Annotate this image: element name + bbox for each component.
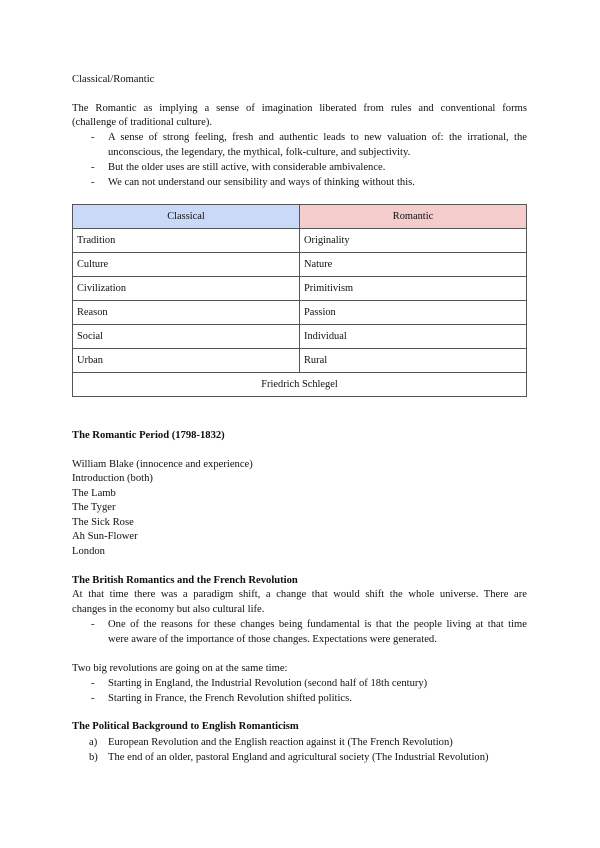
table-cell: Rural <box>300 349 527 373</box>
table-cell: Tradition <box>73 229 300 253</box>
table-row <box>73 349 527 373</box>
french-revolution-line-2: changes in the economy but also cultural life. <box>72 604 265 615</box>
list-marker: b) <box>89 752 98 763</box>
table-cell: Urban <box>73 349 300 373</box>
french-revolution-line-1: At that time there was a paradigm shift, a change that would shift the whole universe. There are <box>72 589 527 600</box>
table-cell: Reason <box>73 301 300 325</box>
list-item: London <box>72 546 105 557</box>
french-bullet-line-1: One of the reasons for these changes being fundamental is that the people living at that time <box>108 619 527 630</box>
romantic-period-title: The Romantic Period (1798-1832) <box>72 430 225 441</box>
intro-line-2: (challenge of traditional culture). <box>72 117 213 128</box>
bullet-dash: - <box>91 177 95 188</box>
list-item: European Revolution and the English reaction against it (The French Revolution) <box>108 737 453 748</box>
table-footer-attribution: Friedrich Schlegel <box>73 373 527 397</box>
table-cell: Primitivism <box>300 277 527 301</box>
political-background-title: The Political Background to English Romanticism <box>72 721 299 732</box>
table-header-row <box>73 205 527 229</box>
table-cell: Civilization <box>73 277 300 301</box>
table-cell: Individual <box>300 325 527 349</box>
list-item: The Tyger <box>72 502 116 513</box>
intro-bullet-1-line-1: A sense of strong feeling, fresh and authentic leads to new valuation of: the irrational, the <box>108 132 527 143</box>
french-revolution-title: The British Romantics and the French Revolution <box>72 575 298 586</box>
intro-line-1: The Romantic as implying a sense of imagination liberated from rules and conventional forms <box>72 103 527 114</box>
bullet-dash: - <box>91 132 95 143</box>
revolutions-bullet-1: Starting in England, the Industrial Revolution (second half of 18th century) <box>108 678 428 689</box>
bullet-dash: - <box>91 693 95 704</box>
list-item: Ah Sun-Flower <box>72 531 138 542</box>
french-bullet-line-2: were aware of the importance of those changes. Expectations were generated. <box>108 634 437 645</box>
intro-bullet-1-line-2: unconscious, the legendary, the mythical, folk-culture, and subjectivity. <box>108 147 411 158</box>
table-header-romantic: Romantic <box>300 205 527 229</box>
table-row <box>73 301 527 325</box>
list-marker: a) <box>89 737 98 748</box>
list-item: The end of an older, pastoral England and agricultural society (The Industrial Revolution) <box>108 752 489 763</box>
revolutions-intro: Two big revolutions are going on at the same time: <box>72 663 288 674</box>
table-footer-row <box>73 373 527 397</box>
table-header-classical: Classical <box>73 205 300 229</box>
list-item: The Sick Rose <box>72 517 134 528</box>
list-item: The Lamb <box>72 488 116 499</box>
list-item: Introduction (both) <box>72 473 153 484</box>
table-row <box>73 277 527 301</box>
table-cell: Culture <box>73 253 300 277</box>
document-heading: Classical/Romantic <box>72 74 155 85</box>
revolutions-bullet-2: Starting in France, the French Revolution shifted politics. <box>108 693 352 704</box>
table-cell: Social <box>73 325 300 349</box>
table-cell: Nature <box>300 253 527 277</box>
table-row <box>73 325 527 349</box>
table-row <box>73 229 527 253</box>
table-cell: Originality <box>300 229 527 253</box>
intro-bullet-2: But the older uses are still active, with considerable ambivalence. <box>108 162 386 173</box>
table-row <box>73 253 527 277</box>
bullet-dash: - <box>91 619 95 630</box>
table-cell: Passion <box>300 301 527 325</box>
classical-romantic-table <box>72 204 527 397</box>
intro-bullet-3: We can not understand our sensibility and ways of thinking without this. <box>108 177 415 188</box>
bullet-dash: - <box>91 678 95 689</box>
list-item: William Blake (innocence and experience) <box>72 459 253 470</box>
bullet-dash: - <box>91 162 95 173</box>
